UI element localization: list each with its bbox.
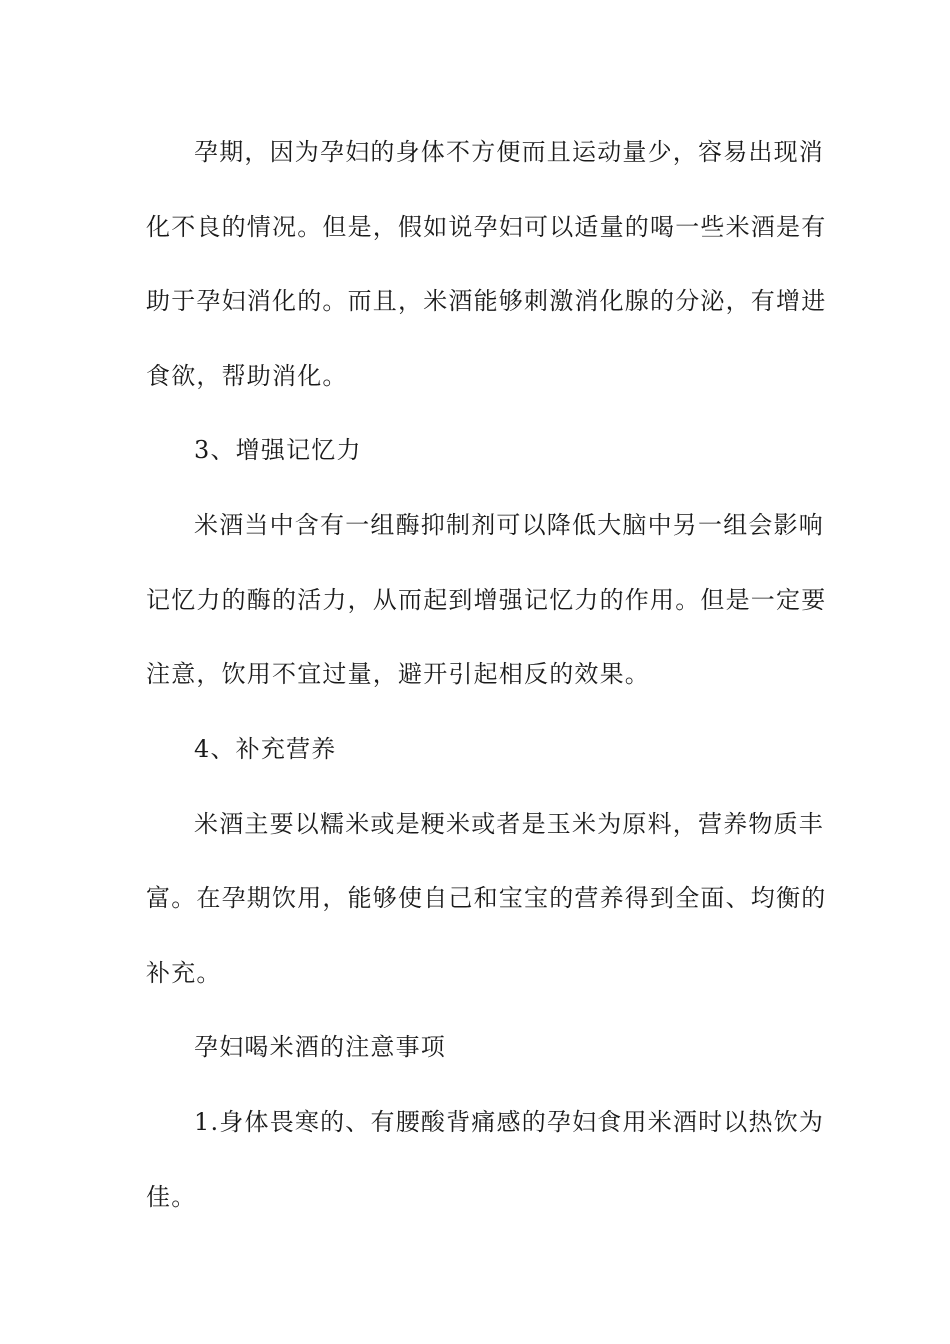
- paragraph-line: 佳。: [146, 1183, 197, 1211]
- paragraph-line: 米酒主要以糯米或是粳米或者是玉米为原料，营养物质丰: [194, 810, 824, 838]
- section-heading: 4、补充营养: [194, 735, 337, 763]
- paragraph-line: 注意，饮用不宜过量，避开引起相反的效果。: [146, 660, 650, 688]
- paragraph-line: 记忆力的酶的活力，从而起到增强记忆力的作用。但是一定要: [146, 586, 827, 614]
- paragraph-line: 助于孕妇消化的。而且，米酒能够刺激消化腺的分泌，有增进: [146, 287, 827, 315]
- paragraph-line: 化不良的情况。但是，假如说孕妇可以适量的喝一些米酒是有: [146, 213, 827, 241]
- paragraph-line: 富。在孕期饮用，能够使自己和宝宝的营养得到全面、均衡的: [146, 884, 827, 912]
- section-heading: 3、增强记忆力: [194, 436, 362, 464]
- paragraph-line: 食欲，帮助消化。: [146, 362, 348, 390]
- paragraph-line: 米酒当中含有一组酶抑制剂可以降低大脑中另一组会影响: [194, 511, 824, 539]
- paragraph-line: 补充。: [146, 959, 222, 987]
- paragraph-line: 1.身体畏寒的、有腰酸背痛感的孕妇食用米酒时以热饮为: [194, 1108, 825, 1136]
- paragraph-line: 孕期，因为孕妇的身体不方便而且运动量少，容易出现消: [194, 138, 824, 166]
- section-heading: 孕妇喝米酒的注意事项: [194, 1033, 446, 1061]
